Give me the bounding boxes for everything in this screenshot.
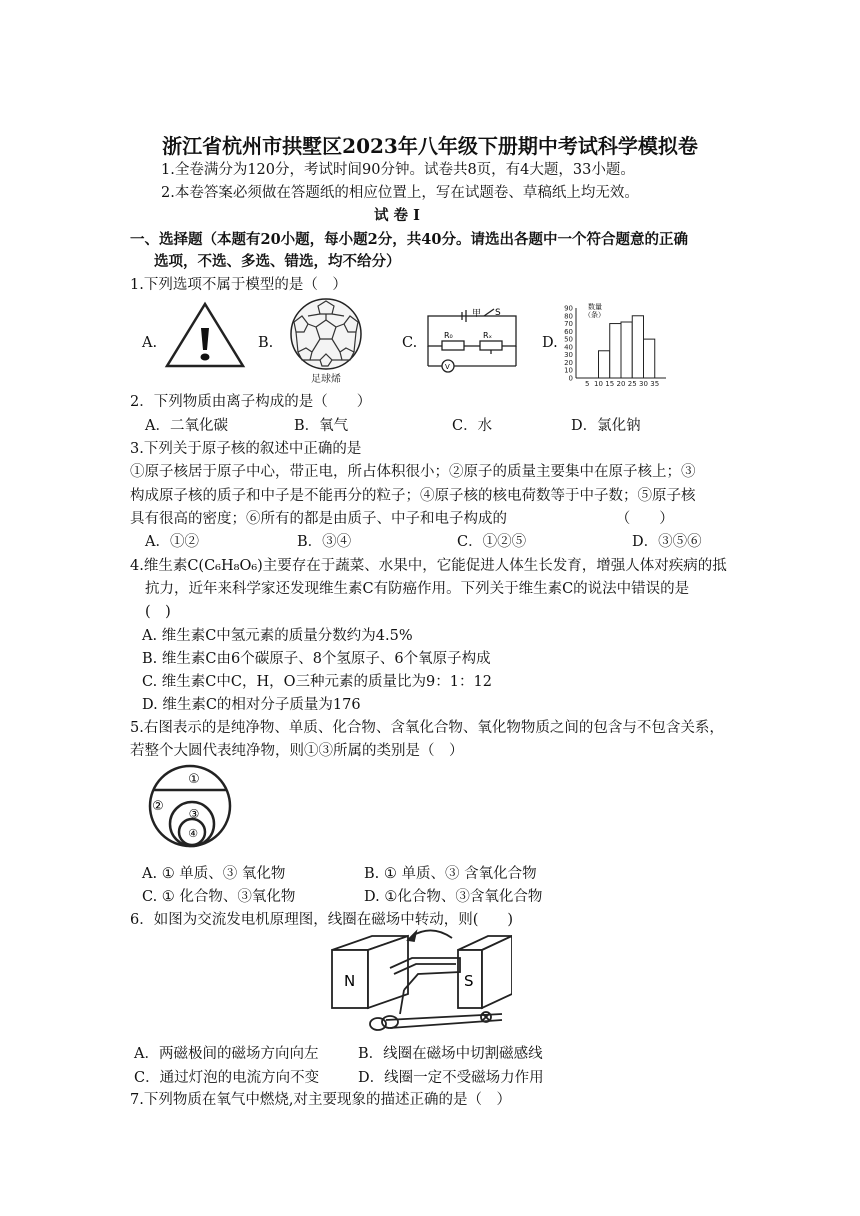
q1-option-a: A.	[142, 335, 158, 351]
region-3-label: ③	[188, 807, 200, 821]
q4-option-d: D. 维生素C的相对分子质量为176	[142, 697, 361, 713]
circuit-label-r0: R₀	[444, 331, 453, 340]
histogram-chart	[558, 300, 670, 386]
q4-stem: 4.维生素C(C₆H₈O₆)主要存在于蔬菜、水果中，它能促进人体生长发育，增强人体对疾病的抵	[130, 558, 727, 574]
magnet-n-label: N	[344, 972, 356, 990]
histogram-ytick: 70	[564, 320, 573, 329]
q3-option-c: C．①②⑤	[457, 534, 527, 550]
q4-option-b: B. 维生素C由6个碳原子、8个氢原子、6个氧原子构成	[142, 651, 491, 667]
magnet-s-label: S	[464, 972, 474, 990]
set-relation-diagram	[138, 762, 242, 850]
region-4-label: ④	[188, 827, 198, 840]
q6-option-a: A．两磁极间的磁场方向向左	[134, 1046, 319, 1062]
q4-stem-paren: ( )	[145, 604, 171, 620]
histogram-xtick: 20	[616, 380, 626, 386]
histogram-bar	[644, 339, 655, 378]
circuit-diagram	[422, 304, 522, 376]
q6-stem: 6．如图为交流发电机原理图，线圈在磁场中转动，则( )	[130, 912, 514, 928]
histogram-ytick: 60	[564, 327, 573, 336]
q5-option-d: D. ①化合物、③含氧化合物	[364, 889, 543, 905]
q1-stem: 1.下列选项不属于模型的是（ ）	[130, 277, 347, 293]
q4-option-c: C. 维生素C中C，H，O三种元素的质量比为9：1：12	[142, 674, 492, 690]
note-1: 1.全卷满分为120分，考试时间90分钟。试卷共8页，有4大题，33小题。	[161, 162, 635, 178]
histogram-ytick: 30	[564, 351, 573, 360]
histogram-ytick: 20	[564, 358, 573, 367]
region-2-label: ②	[152, 799, 164, 814]
histogram-ytick: 10	[564, 366, 573, 375]
histogram-xtick: 25	[627, 380, 637, 386]
circuit-label-battery: 甲	[472, 309, 482, 319]
q4-option-a: A. 维生素C中氢元素的质量分数约为4.5%	[142, 628, 413, 644]
q5-option-a: A. ① 单质、③ 氧化物	[142, 866, 286, 882]
circuit-label-voltmeter: V	[445, 363, 450, 371]
histogram-ytick: 40	[564, 343, 573, 352]
q6-option-d: D．线圈一定不受磁场力作用	[358, 1070, 544, 1086]
q5-option-c: C. ① 化合物、③氧化物	[142, 889, 296, 905]
region-1-label: ①	[188, 772, 200, 787]
q2-option-d: D．氯化钠	[571, 418, 641, 434]
histogram-xtick: 5	[585, 380, 590, 386]
q1-option-b: B.	[258, 335, 274, 351]
q2-option-a: A．二氧化碳	[145, 418, 228, 434]
histogram-bar	[621, 322, 632, 378]
q6-option-c: C．通过灯泡的电流方向不变	[134, 1070, 320, 1086]
histogram-xtick: 35	[650, 380, 660, 386]
histogram-ytick: 80	[564, 312, 573, 321]
paper-label: 试 卷 Ⅰ	[374, 207, 420, 224]
q5-stem: 5.右图表示的是纯净物、单质、化合物、含氧化合物、氧化物物质之间的包含与不包含关系，	[130, 720, 724, 736]
page-title: 浙江省杭州市拱墅区2023年八年级下册期中考试科学模拟卷	[162, 134, 698, 158]
note-2: 2.本卷答案必须做在答题纸的相应位置上，写在试题卷、草稿纸上均无效。	[161, 185, 639, 201]
histogram-xtick: 15	[605, 380, 615, 386]
q5-option-b: B. ① 单质、③ 含氧化合物	[364, 866, 537, 882]
q7-stem: 7.下列物质在氧气中燃烧,对主要现象的描述正确的是（ ）	[130, 1092, 511, 1108]
fullerene-caption: 足球烯	[311, 374, 341, 385]
ac-generator-diagram	[328, 928, 512, 1040]
q3-option-a: A．①②	[145, 534, 199, 550]
q1-option-d: D.	[542, 335, 558, 351]
histogram-ytick: 90	[564, 304, 573, 313]
histogram-xtick: 10	[594, 380, 603, 386]
q3-stem: 3.下列关于原子核的叙述中正确的是	[130, 441, 362, 457]
histogram-xtick: 30	[639, 380, 648, 386]
histogram-bar	[599, 351, 610, 378]
q3-body-2: 构成原子核的质子和中子是不能再分的粒子；④原子核的核电荷数等于中子数；⑤原子核	[130, 488, 696, 504]
histogram-bar	[632, 316, 643, 378]
q3-body-3: 具有很高的密度；⑥所有的都是由质子、中子和电子构成的 （ ）	[130, 511, 674, 527]
circuit-label-switch: S	[495, 308, 501, 318]
q2-option-c: C．水	[452, 418, 493, 434]
warning-triangle-icon	[163, 300, 247, 370]
histogram-yunit: （条）	[584, 311, 605, 319]
histogram-bar	[610, 324, 621, 378]
histogram-ytick: 50	[564, 335, 573, 344]
q3-option-d: D．③⑤⑥	[632, 534, 702, 550]
q6-option-b: B．线圈在磁场中切割磁感线	[358, 1046, 543, 1062]
section-1-heading: 一、选择题（本题有20小题，每小题2分，共40分。请选出各题中一个符合题意的正确	[130, 231, 688, 248]
q3-body-1: ①原子核居于原子中心，带正电，所占体积很小；②原子的质量主要集中在原子核上；③	[130, 464, 696, 480]
q4-stem-cont: 抗力，近年来科学家还发现维生素C有防癌作用。下列关于维生素C的说法中错误的是	[145, 581, 690, 597]
section-1-heading-cont: 选项，不选、多选、错选，均不给分）	[154, 253, 401, 270]
circuit-label-rx: Rₓ	[483, 331, 493, 340]
histogram-ylabel: 数量	[588, 303, 602, 311]
q2-stem: 2．下列物质由离子构成的是（ ）	[130, 394, 372, 410]
q2-option-b: B．氧气	[294, 418, 349, 434]
q5-stem-cont: 若整个大圆代表纯净物，则①③所属的类别是（ ）	[130, 743, 464, 759]
q1-option-c: C.	[402, 335, 418, 351]
q3-option-b: B．③④	[297, 534, 352, 550]
histogram-ytick: 0	[568, 374, 573, 383]
fullerene-ball-icon	[280, 296, 376, 386]
